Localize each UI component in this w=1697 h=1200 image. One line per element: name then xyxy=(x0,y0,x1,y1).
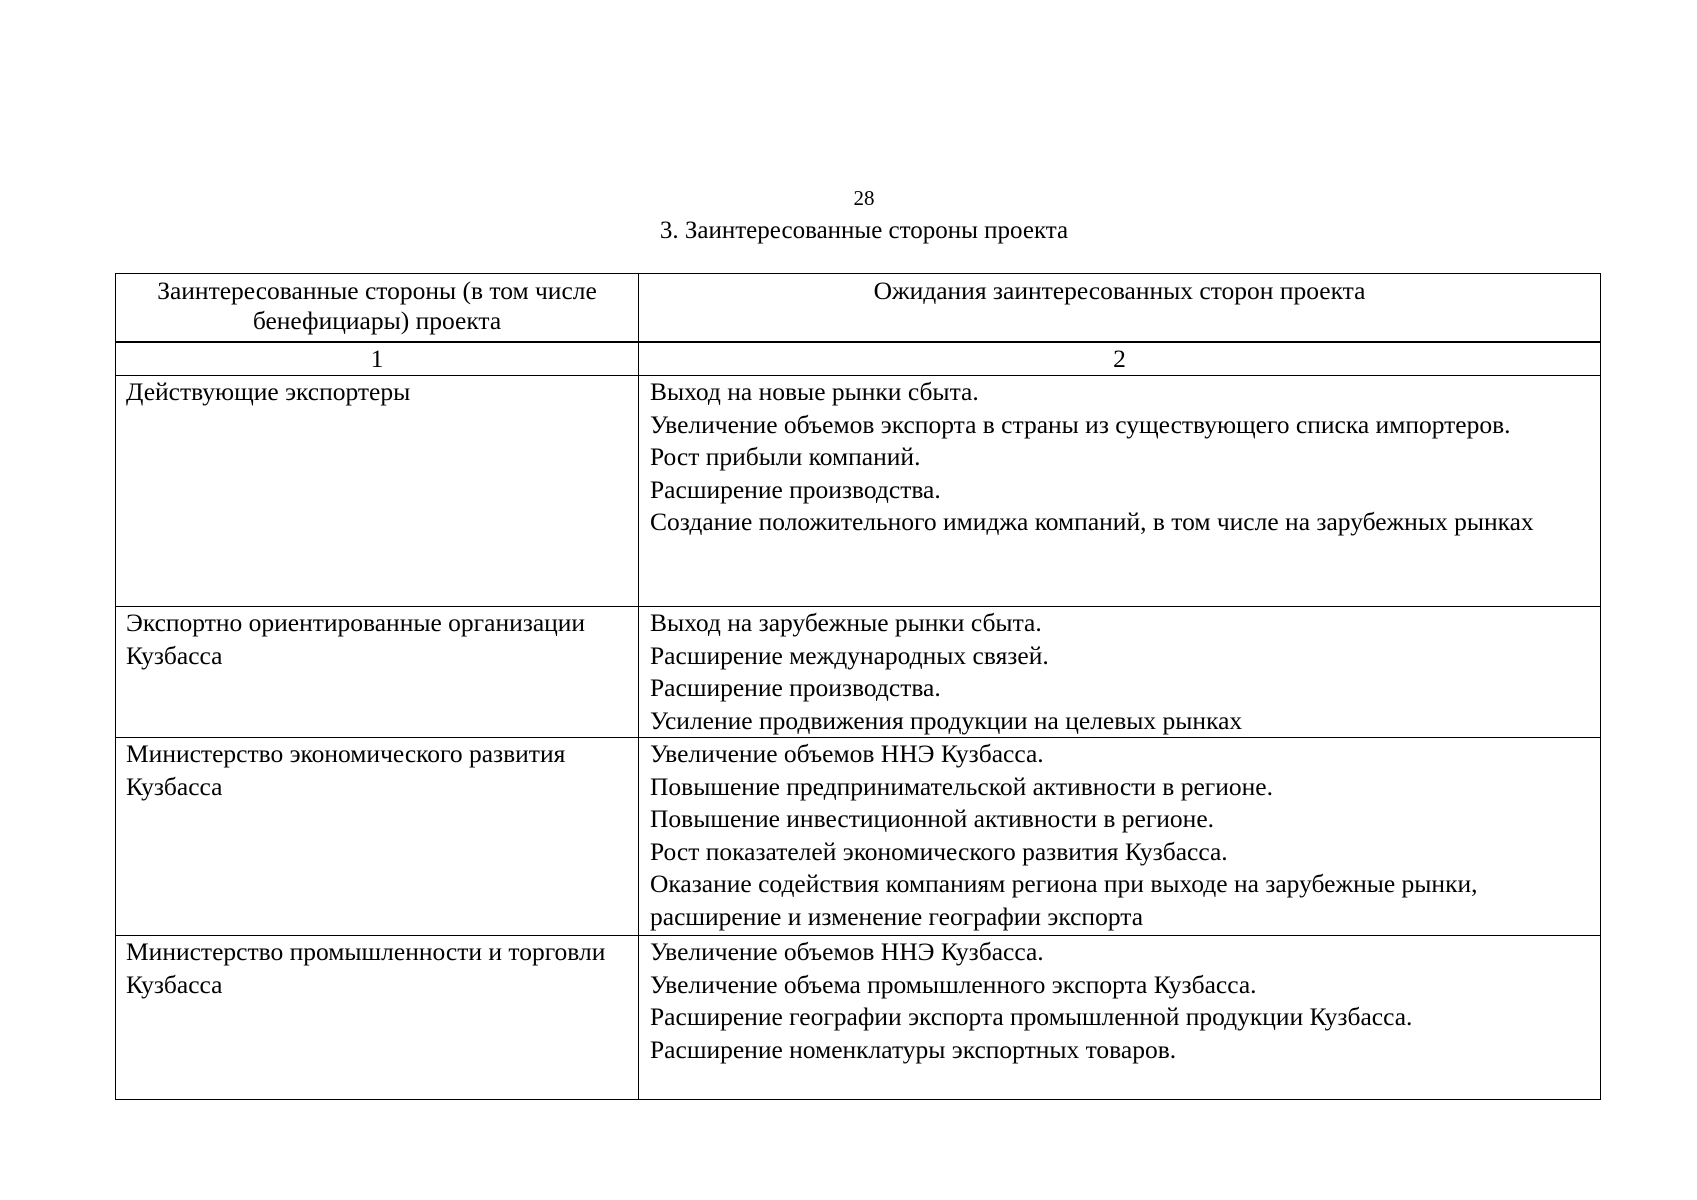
expectation-item: Расширение международных связей. xyxy=(650,640,1049,670)
expectation-item: Повышение предпринимательской активности в регионе. xyxy=(650,771,1273,801)
expectation-item: Расширение производства. xyxy=(650,673,941,702)
page-number: 28 xyxy=(853,186,875,210)
stakeholder-cell: Экспортно ориентированные организации Кузбасса xyxy=(116,607,639,738)
stakeholder-cell: Действующие экспортеры xyxy=(116,376,639,607)
expectation-item: Оказание содействия компаниям региона при выходе на зарубежные рынки, расширение и изменение географии экспорта xyxy=(650,869,1478,931)
expectation-item: Рост показателей экономического развития Кузбасса. xyxy=(650,836,1228,866)
table-row xyxy=(116,936,1601,1100)
expectation-item: Создание положительного имиджа компаний, в том числе на зарубежных рынках xyxy=(650,507,1534,536)
expectation-item: Повышение инвестиционной активности в регионе. xyxy=(650,804,1215,833)
expectations-cell xyxy=(639,936,1601,1100)
column-number-row xyxy=(116,343,1601,376)
section-title: 3. Заинтересованные стороны проекта xyxy=(659,217,1069,244)
stakeholder-cell: Министерство промышленности и торговли Кузбасса xyxy=(116,936,639,1100)
header-expectations: Ожидания заинтересованных сторон проекта xyxy=(639,274,1601,342)
expectation-item: Увеличение объемов ННЭ Кузбасса. xyxy=(650,937,1044,966)
expectations-cell xyxy=(639,607,1601,738)
stakeholders-table xyxy=(115,342,1601,1100)
stakeholder-cell: Министерство экономического развития Кузбасса xyxy=(116,738,639,936)
table-row xyxy=(116,376,1601,607)
expectation-item: Увеличение объемов экспорта в страны из существующего списка импортеров. xyxy=(650,409,1511,439)
expectation-item: Увеличение объемов ННЭ Кузбасса. xyxy=(650,739,1044,768)
header-row xyxy=(116,274,1601,342)
column-number-1: 1 xyxy=(116,343,639,376)
table-header xyxy=(115,273,1601,342)
expectation-item: Рост прибыли компаний. xyxy=(650,442,921,471)
header-stakeholders: Заинтересованные стороны (в том числе бенефициары) проекта xyxy=(116,274,639,342)
column-number-2: 2 xyxy=(639,343,1601,376)
expectations-cell xyxy=(639,738,1601,936)
expectation-item: Расширение производства. xyxy=(650,474,941,504)
expectation-item: Выход на новые рынки сбыта. xyxy=(650,377,979,406)
expectation-item: Расширение географии экспорта промышленной продукции Кузбасса. xyxy=(650,1002,1413,1031)
expectation-item: Выход на зарубежные рынки сбыта. xyxy=(650,608,1042,637)
expectation-item: Расширение номенклатуры экспортных товаров. xyxy=(650,1034,1177,1064)
expectations-cell xyxy=(639,376,1601,607)
table-row xyxy=(116,738,1601,936)
expectation-item: Усиление продвижения продукции на целевых рынках xyxy=(650,705,1243,735)
table-row xyxy=(116,607,1601,738)
expectation-item: Увеличение объема промышленного экспорта Кузбасса. xyxy=(650,969,1257,999)
